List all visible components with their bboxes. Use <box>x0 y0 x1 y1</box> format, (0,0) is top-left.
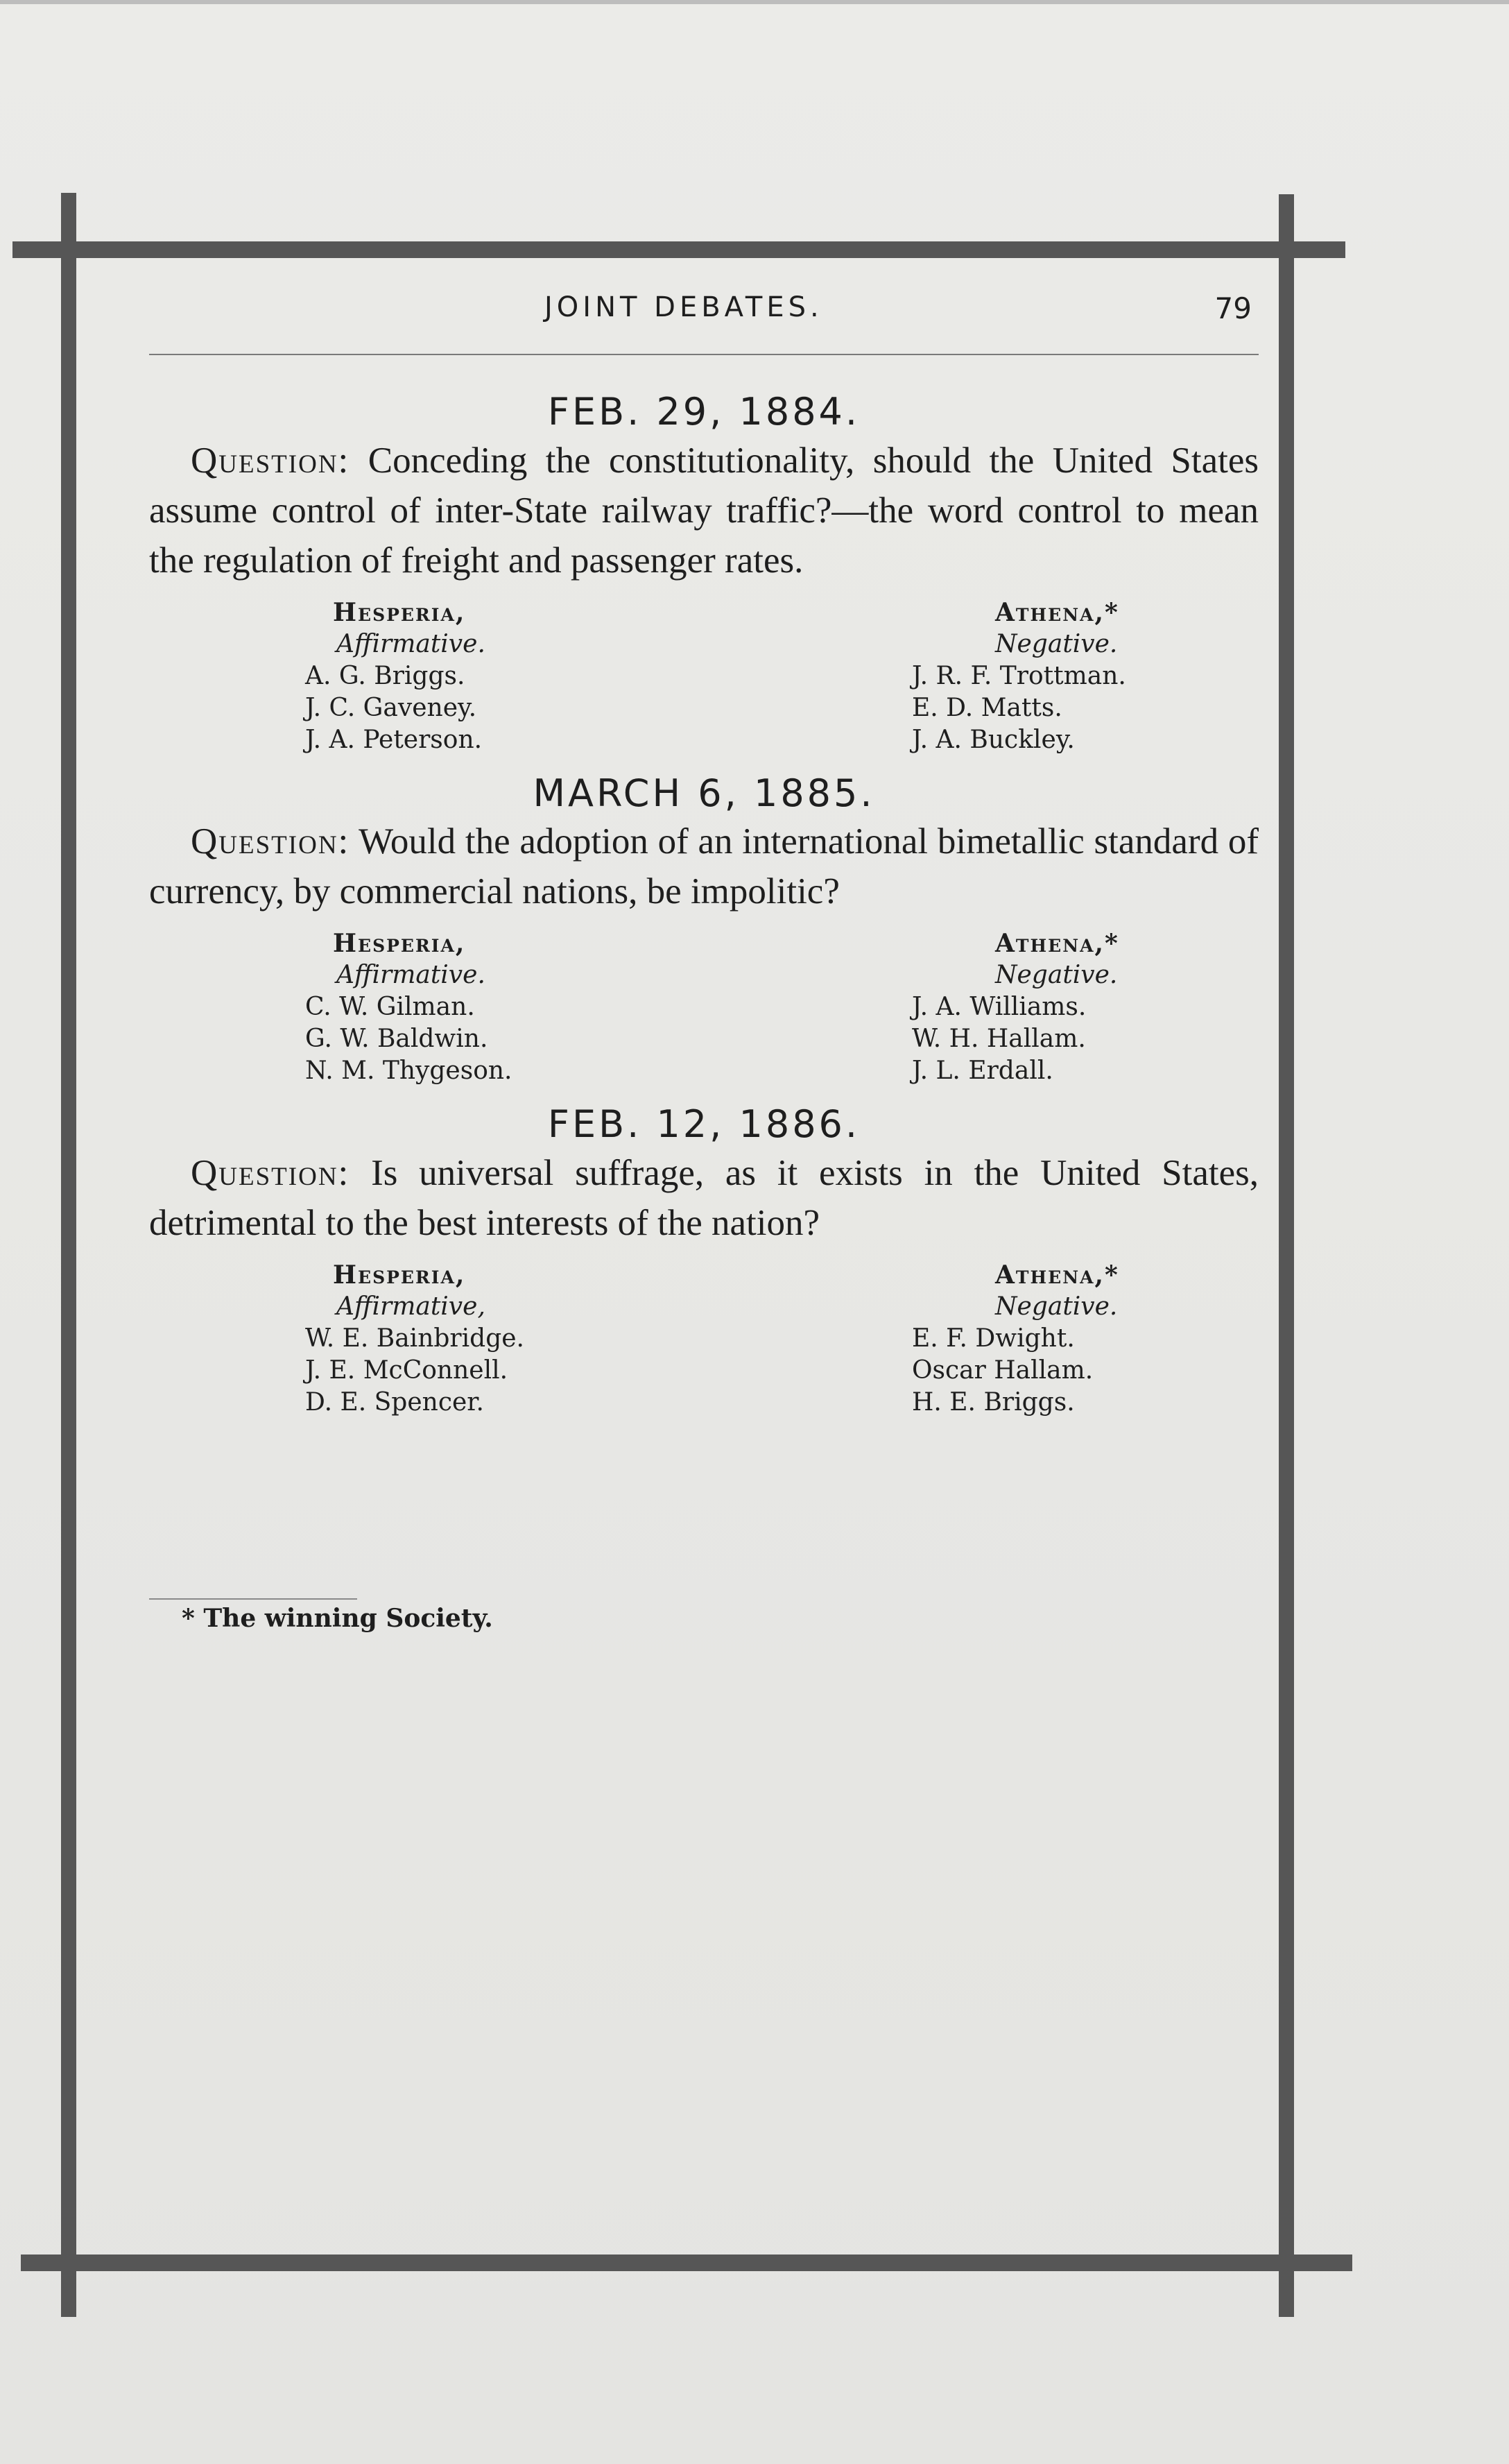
side-label: Negative. <box>995 629 1118 658</box>
team-member: D. E. Spencer. <box>305 1387 484 1417</box>
teams <box>149 597 1259 770</box>
team-member: A. G. Briggs. <box>305 661 465 690</box>
question-text: Is universal suffrage, as it exists in the United States, detrimental to the best interests of the nation? <box>149 1152 1259 1243</box>
debates-list <box>149 388 1259 1432</box>
negative-team <box>912 597 1126 756</box>
society-name: Athena,* <box>995 597 1119 627</box>
team-member: W. E. Bainbridge. <box>305 1324 524 1353</box>
side-label: Affirmative. <box>336 961 485 989</box>
debate-date: FEB. 12, 1886. <box>547 1102 861 1146</box>
debate-question <box>149 436 1259 585</box>
team-member: J. R. F. Trottman. <box>912 661 1126 690</box>
question-label: Question: <box>191 440 350 481</box>
society-name: Hesperia, <box>333 597 466 627</box>
team-member: J. A. Buckley. <box>912 725 1075 754</box>
team-member: J. A. Williams. <box>912 993 1087 1021</box>
team-member: Oscar Hallam. <box>912 1355 1094 1385</box>
affirmative-team <box>305 1259 524 1419</box>
question-label: Question: <box>191 1152 350 1193</box>
debate-question <box>149 1148 1259 1248</box>
footnote-rule <box>149 1598 357 1600</box>
running-head <box>149 291 1259 333</box>
team-member: J. E. McConnell. <box>305 1355 508 1385</box>
team-member: J. L. Erdall. <box>912 1056 1053 1085</box>
teams <box>149 1259 1259 1432</box>
negative-team <box>912 1259 1119 1419</box>
society-name: Athena,* <box>995 929 1119 958</box>
negative-team <box>912 927 1119 1087</box>
team-member: G. W. Baldwin. <box>305 1025 488 1053</box>
frame-bottom-rule <box>21 2255 1352 2271</box>
frame-right-rule <box>1279 194 1294 2317</box>
society-name: Hesperia, <box>333 1260 466 1290</box>
debate-1885 <box>149 770 1259 1102</box>
team-member: N. M. Thygeson. <box>305 1056 512 1085</box>
scan-edge <box>0 0 1509 4</box>
debate-1886 <box>149 1101 1259 1432</box>
team-member: E. F. Dwight. <box>912 1324 1075 1353</box>
frame-left-rule <box>61 193 76 2317</box>
debate-1884 <box>149 388 1259 770</box>
society-name: Athena,* <box>995 1260 1119 1290</box>
footnote: * The winning Society. <box>182 1604 493 1633</box>
team-member: J. C. Gaveney. <box>305 693 477 722</box>
team-member: H. E. Briggs. <box>912 1387 1075 1417</box>
side-label: Affirmative. <box>336 629 485 658</box>
teams <box>149 927 1259 1101</box>
team-member: W. H. Hallam. <box>912 1025 1086 1053</box>
debate-question <box>149 816 1259 916</box>
side-label: Negative. <box>995 961 1118 989</box>
team-member: J. A. Peterson. <box>305 725 483 754</box>
team-member: C. W. Gilman. <box>305 993 475 1021</box>
society-name: Hesperia, <box>333 929 466 958</box>
frame-top-rule <box>12 241 1345 258</box>
question-text: Would the adoption of an international bimetallic standard of currency, by commercial nations, be impolitic? <box>149 821 1259 912</box>
team-member: E. D. Matts. <box>912 693 1062 722</box>
affirmative-team <box>305 597 485 756</box>
head-rule <box>149 354 1259 355</box>
debate-date: FEB. 29, 1884. <box>547 390 861 434</box>
page-number: 79 <box>1214 291 1252 325</box>
debate-date: MARCH 6, 1885. <box>533 771 875 815</box>
question-text: Conceding the constitutionality, should the United States assume control of inter-State railway traffic?—the word control to mean the regulation of freight and passenger rates. <box>149 440 1259 581</box>
affirmative-team <box>305 927 512 1087</box>
side-label: Negative. <box>995 1292 1118 1321</box>
question-label: Question: <box>191 821 350 862</box>
side-label: Affirmative, <box>336 1292 485 1321</box>
running-head-title: JOINT DEBATES. <box>544 291 823 323</box>
